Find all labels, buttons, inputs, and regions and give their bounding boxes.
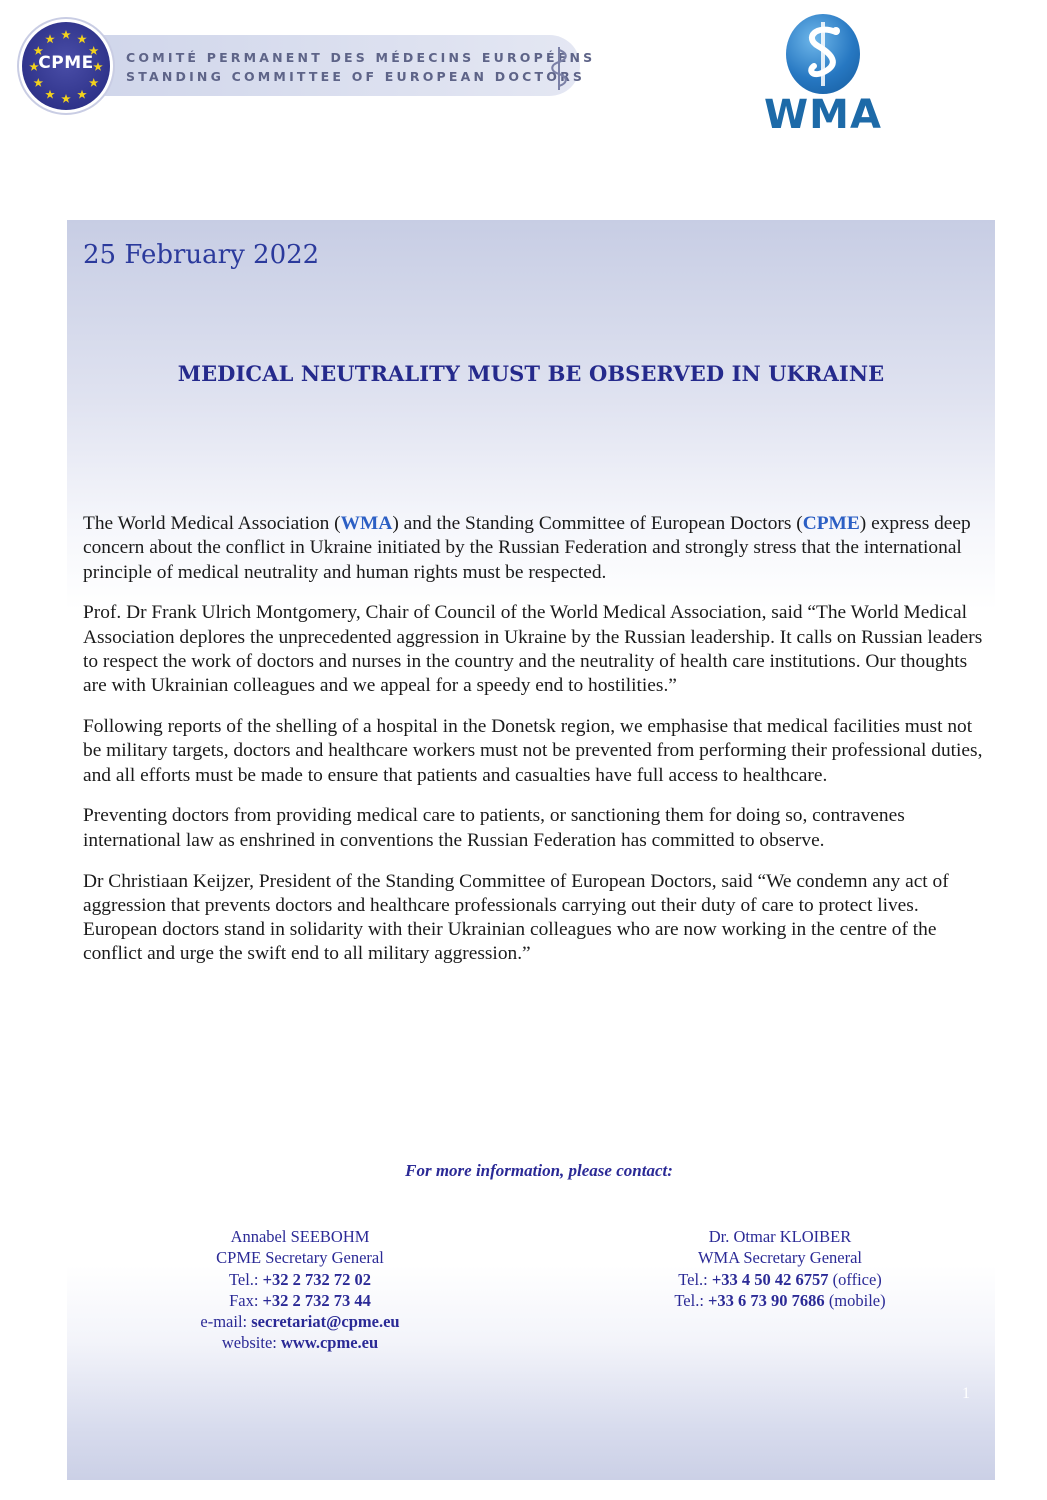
cpme-abbreviation: CPME: [38, 53, 94, 73]
wma-acronym: WMA: [340, 513, 393, 534]
cpme-contact-tel: [150, 1269, 450, 1290]
wma-tel-office-note: (office): [828, 1269, 882, 1289]
cpme-contact-block: [150, 1226, 450, 1354]
wma-globe-icon: [786, 14, 860, 94]
wma-tel-mobile-value[interactable]: +33 6 73 90 7686: [708, 1290, 825, 1310]
caduceus-icon: [548, 44, 570, 92]
paragraph-1-part-c: ) express deep concern about the conflict in Ukraine initiated by the Russian Federation and strongly stress that the international principle of medical neutrality and human rights must be respected.: [83, 513, 971, 583]
wma-tel-mobile-note: (mobile): [824, 1290, 886, 1310]
cpme-contact-role: CPME Secretary General: [216, 1248, 384, 1268]
page-number: 1: [962, 1385, 970, 1402]
cpme-acronym: CPME: [802, 513, 860, 534]
cpme-email-label: e-mail:: [200, 1312, 252, 1332]
wma-contact-role: WMA Secretary General: [697, 1248, 862, 1268]
cpme-emblem: [22, 22, 110, 110]
cpme-contact-fax: [150, 1290, 450, 1311]
wma-contact-tel-mobile: [630, 1290, 930, 1311]
document-body: [83, 512, 983, 983]
contact-heading: For more information, please contact:: [405, 1161, 673, 1180]
paragraph-3: Following reports of the shelling of a hospital in the Donetsk region, we emphasise that medical facilities must not be military targets, doctors and healthcare workers must not be prevented from performing their professional duties, and all efforts must be made to ensure that patients and casualties have full access to healthcare.: [83, 716, 983, 786]
cpme-name-english: STANDING COMMITTEE OF EUROPEAN DOCTORS: [126, 69, 586, 84]
cpme-name-french: COMITÉ PERMANENT DES MÉDECINS EUROPÉENS: [126, 50, 596, 65]
cpme-logo: [22, 22, 596, 112]
cpme-website-link[interactable]: www.cpme.eu: [280, 1333, 379, 1353]
wma-tel-mobile-label: Tel.:: [674, 1290, 709, 1310]
paragraph-1-part-a: The World Medical Association (: [83, 513, 341, 534]
cpme-logo-band: [62, 35, 596, 96]
paragraph-1: [83, 512, 983, 585]
paragraph-2: Prof. Dr Frank Ulrich Montgomery, Chair of Council of the World Medical Association, said “The World Medical Association deplores the unprecedented aggression in Ukraine by the Russian leadership. It calls on Russian leaders to respect the work of doctors and nurses in the country and the neutrality of health care institutions. Our thoughts are with Ukrainian colleagues and we appeal for a speedy end to hostilities.”: [83, 602, 983, 697]
document-title: MEDICAL NEUTRALITY MUST BE OBSERVED IN UKRAINE: [177, 361, 885, 386]
wma-contact-tel-office: [630, 1269, 930, 1290]
wma-tel-office-label: Tel.:: [678, 1269, 712, 1289]
wma-wordmark-text: WMA: [764, 92, 882, 138]
wma-wordmark: [752, 92, 894, 138]
paragraph-5: Dr Christiaan Keijzer, President of the Standing Committee of European Doctors, said “We condemn any act of aggression that prevents doctors and healthcare professionals carrying out their duty of care to protect lives. European doctors stand in solidarity with their Ukrainian colleagues who are now working in the centre of the conflict and urge the swift end to all military aggression.”: [83, 870, 949, 965]
cpme-contact-name: Annabel SEEBOHM: [230, 1227, 370, 1246]
wma-contact-block: [630, 1226, 930, 1311]
cpme-contact-email: [150, 1311, 450, 1332]
wma-logo: [752, 8, 894, 138]
wma-serpent-icon: [786, 14, 860, 94]
wma-tel-office-value[interactable]: +33 4 50 42 6757: [711, 1269, 829, 1289]
document-date: 25 February 2022: [83, 240, 320, 270]
cpme-email-link[interactable]: secretariat@cpme.eu: [251, 1312, 400, 1332]
cpme-tel-label: Tel.:: [228, 1269, 263, 1289]
cpme-fax-label: Fax:: [229, 1290, 263, 1310]
paragraph-1-part-b: ) and the Standing Committee of European Doctors (: [392, 513, 803, 534]
paragraph-4: Preventing doctors from providing medical care to patients, or sanctioning them for doing so, contravenes international law as enshrined in conventions the Russian Federation has committed to observe.: [83, 805, 905, 851]
cpme-contact-website: [150, 1332, 450, 1353]
wma-contact-name: Dr. Otmar KLOIBER: [708, 1227, 852, 1246]
cpme-tel-value[interactable]: +32 2 732 72 02: [262, 1269, 372, 1289]
cpme-fax-value: +32 2 732 73 44: [262, 1290, 371, 1310]
cpme-website-label: website:: [221, 1333, 281, 1353]
